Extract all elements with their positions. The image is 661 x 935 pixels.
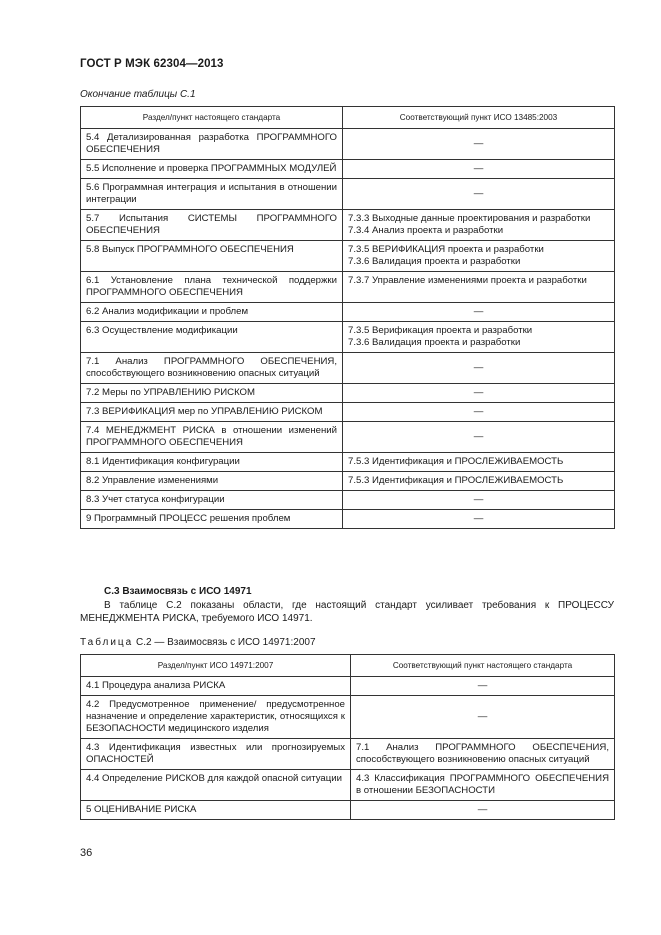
table1-column-header: Соответствующий пункт ИСО 13485:2003 <box>343 107 615 129</box>
table-cell-reference: — <box>351 696 615 739</box>
table-cell-section: 6.1 Установление плана технической поддержки ПРОГРАММНОГО ОБЕСПЕЧЕНИЯ <box>81 272 343 303</box>
table2-header-row <box>81 655 615 677</box>
table-row <box>81 696 615 739</box>
table-cell-reference: — <box>343 179 615 210</box>
table-row <box>81 353 615 384</box>
table-row <box>81 453 615 472</box>
table-cell-section: 7.2 Меры по УПРАВЛЕНИЮ РИСКОМ <box>81 384 343 403</box>
table-cell-reference <box>343 322 615 353</box>
table-cell-reference: — <box>343 353 615 384</box>
table1-caption: Окончание таблицы С.1 <box>80 89 196 100</box>
table-row <box>81 801 615 820</box>
table-cell-section: 5.6 Программная интеграция и испытания в отношении интеграции <box>81 179 343 210</box>
reference-line: 7.5.3 Идентификация и ПРОСЛЕЖИВАЕМОСТЬ <box>348 456 564 467</box>
table-cell-section: 7.4 МЕНЕДЖМЕНТ РИСКА в отношении изменений ПРОГРАММНОГО ОБЕСПЕЧЕНИЯ <box>81 422 343 453</box>
table-cell-section: 8.1 Идентификация конфигурации <box>81 453 343 472</box>
table-cell-section: 4.4 Определение РИСКОВ для каждой опасной ситуации <box>81 770 351 801</box>
table-row <box>81 322 615 353</box>
table-cell-reference <box>343 241 615 272</box>
table-cell-section: 7.3 ВЕРИФИКАЦИЯ мер по УПРАВЛЕНИЮ РИСКОМ <box>81 403 343 422</box>
reference-line: 7.1 Анализ ПРОГРАММНОГО ОБЕСПЕЧЕНИЯ, способствующего возникновению опасных ситуаций <box>356 742 609 765</box>
reference-line: 7.3.4 Анализ проекта и разработки <box>348 225 504 236</box>
table-row <box>81 303 615 322</box>
table-cell-reference: — <box>343 403 615 422</box>
section-paragraph: В таблице С.2 показаны области, где настоящий стандарт усиливает требования к ПРОЦЕССУ МЕНЕДЖМЕНТА РИСКА, требуемого ИСО 14971. <box>80 600 614 624</box>
table-row <box>81 241 615 272</box>
table-row <box>81 129 615 160</box>
reference-line: 7.3.5 Верификация проекта и разработки <box>348 325 533 336</box>
table-cell-section: 6.3 Осуществление модификации <box>81 322 343 353</box>
reference-line: 4.3 Классификация ПРОГРАММНОГО ОБЕСПЕЧЕНИЯ в отношении БЕЗОПАСНОСТИ <box>356 773 609 796</box>
table-cell-section: 9 Программный ПРОЦЕСС решения проблем <box>81 510 343 529</box>
table-cell-reference: — <box>343 303 615 322</box>
section-title: С.3 Взаимосвязь с ИСО 14971 <box>104 586 252 597</box>
table-cell-reference: — <box>343 422 615 453</box>
table2-column-header: Соответствующий пункт настоящего стандарта <box>351 655 615 677</box>
table-cell-section: 4.1 Процедура анализа РИСКА <box>81 677 351 696</box>
table-cell-section: 8.2 Управление изменениями <box>81 472 343 491</box>
table-cell-reference: — <box>343 510 615 529</box>
table-row <box>81 384 615 403</box>
table-row <box>81 403 615 422</box>
table-row <box>81 510 615 529</box>
table-row <box>81 160 615 179</box>
table-row <box>81 272 615 303</box>
table-row <box>81 472 615 491</box>
table-cell-section: 4.3 Идентификация известных или прогнозируемых ОПАСНОСТЕЙ <box>81 739 351 770</box>
table1-column-header: Раздел/пункт настоящего стандарта <box>81 107 343 129</box>
reference-line: 7.3.3 Выходные данные проектирования и разработки <box>348 213 591 224</box>
table-cell-reference: — <box>343 384 615 403</box>
table-cell-reference <box>343 453 615 472</box>
table-row <box>81 179 615 210</box>
table-row <box>81 491 615 510</box>
reference-line: 7.3.5 ВЕРИФИКАЦИЯ проекта и разработки <box>348 244 544 255</box>
table2-caption <box>80 637 316 648</box>
table-row <box>81 770 615 801</box>
table-cell-section: 8.3 Учет статуса конфигурации <box>81 491 343 510</box>
table-cell-reference: — <box>343 129 615 160</box>
table-cell-reference <box>343 210 615 241</box>
table2 <box>80 654 615 820</box>
table1-header-row <box>81 107 615 129</box>
table-cell-section: 6.2 Анализ модификации и проблем <box>81 303 343 322</box>
table-cell-reference <box>351 770 615 801</box>
table-cell-reference <box>351 739 615 770</box>
table-row <box>81 677 615 696</box>
reference-line: 7.3.6 Валидация проекта и разработки <box>348 256 521 267</box>
table-row <box>81 739 615 770</box>
table-cell-section: 4.2 Предусмотренное применение/ предусмотренное назначение и определение характеристик, относящихся к БЕЗОПАСНОСТИ медицинского изделия <box>81 696 351 739</box>
reference-line: 7.5.3 Идентификация и ПРОСЛЕЖИВАЕМОСТЬ <box>348 475 564 486</box>
table-row <box>81 210 615 241</box>
table-cell-section: 5 ОЦЕНИВАНИЕ РИСКА <box>81 801 351 820</box>
document-header: ГОСТ Р МЭК 62304—2013 <box>80 58 224 70</box>
table2-caption-text: С.2 — Взаимосвязь с ИСО 14971:2007 <box>133 637 316 648</box>
table-cell-section: 5.8 Выпуск ПРОГРАММНОГО ОБЕСПЕЧЕНИЯ <box>81 241 343 272</box>
table-row <box>81 422 615 453</box>
table-cell-reference: — <box>343 160 615 179</box>
reference-line: 7.3.6 Валидация проекта и разработки <box>348 337 521 348</box>
table-cell-section: 5.7 Испытания СИСТЕМЫ ПРОГРАММНОГО ОБЕСПЕЧЕНИЯ <box>81 210 343 241</box>
table-cell-section: 5.4 Детализированная разработка ПРОГРАММНОГО ОБЕСПЕЧЕНИЯ <box>81 129 343 160</box>
table-cell-reference: — <box>351 677 615 696</box>
table2-caption-label: Таблица <box>80 637 134 648</box>
table-cell-reference <box>343 472 615 491</box>
table-cell-reference: — <box>343 491 615 510</box>
table2-column-header: Раздел/пункт ИСО 14971:2007 <box>81 655 351 677</box>
table-cell-reference: — <box>351 801 615 820</box>
table-cell-reference <box>343 272 615 303</box>
table-cell-section: 5.5 Исполнение и проверка ПРОГРАММНЫХ МОДУЛЕЙ <box>81 160 343 179</box>
table1 <box>80 106 615 529</box>
page-number: 36 <box>80 847 93 859</box>
reference-line: 7.3.7 Управление изменениями проекта и разработки <box>348 275 587 286</box>
table-cell-section: 7.1 Анализ ПРОГРАММНОГО ОБЕСПЕЧЕНИЯ, способствующего возникновению опасных ситуаций <box>81 353 343 384</box>
